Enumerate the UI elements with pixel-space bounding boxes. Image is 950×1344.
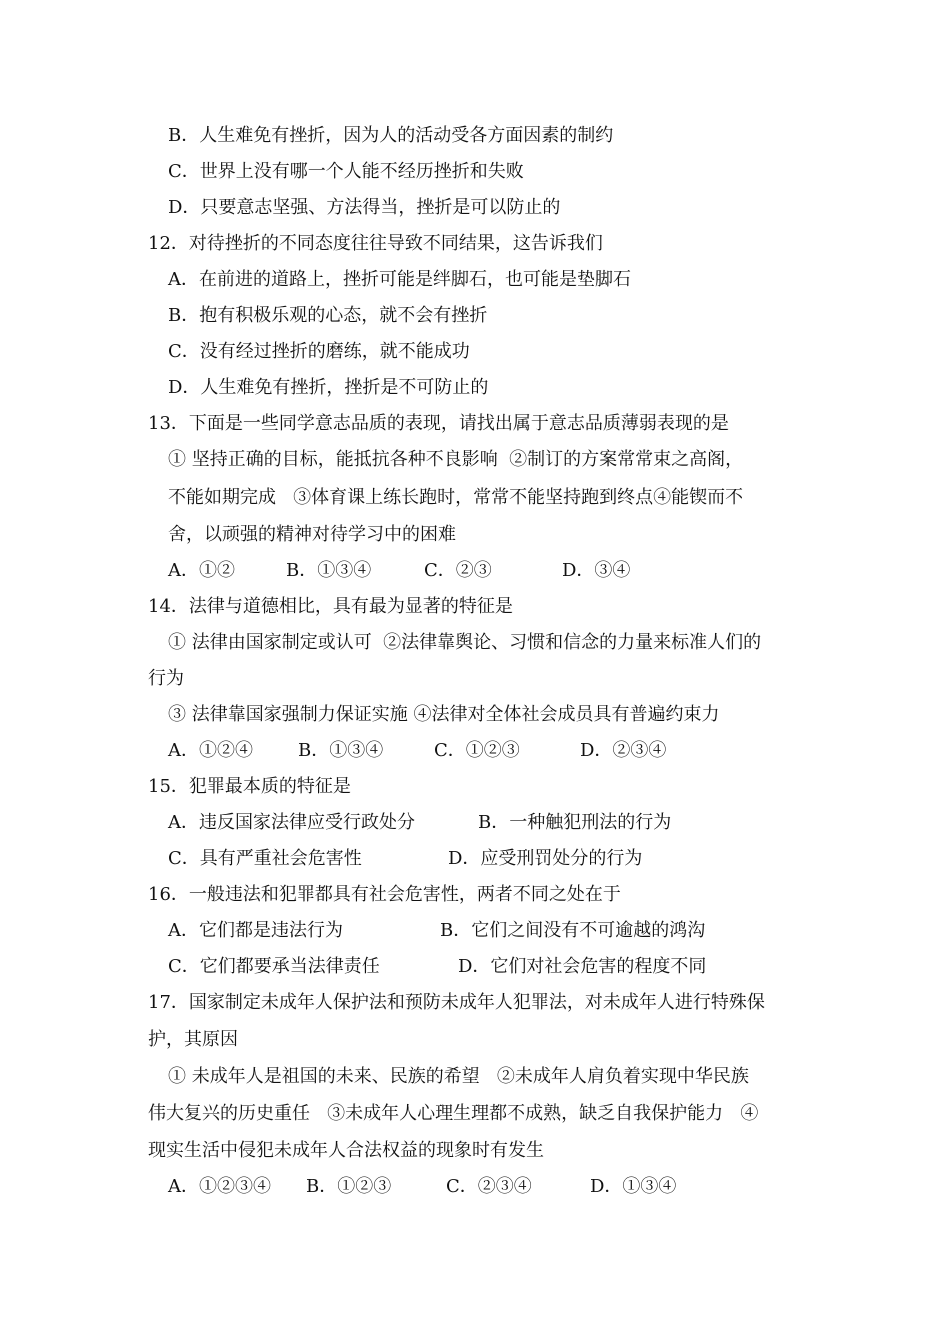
q16-option-b: B．它们之间没有不可逾越的鸿沟 [440, 920, 706, 941]
q13-stem: 13．下面是一些同学意志品质的表现，请找出属于意志品质薄弱表现的是 [148, 413, 729, 434]
q14-statement-line-1: ① 法律由国家制定或认可 ②法律靠舆论、习惯和信念的力量来标准人们的 [168, 632, 762, 653]
q17-statement-line-1: ① 未成年人是祖国的未来、民族的希望 ②未成年人肩负着实现中华民族 [168, 1066, 749, 1087]
q16-option-d: D．它们对社会危害的程度不同 [458, 956, 707, 977]
q13-option-b: B．①③④ [286, 560, 372, 581]
q16-option-c: C．它们都要承当法律责任 [168, 956, 380, 977]
q11-option-b: B．人生难免有挫折，因为人的活动受各方面因素的制约 [168, 125, 614, 146]
q17-option-b: B．①②③ [306, 1176, 392, 1197]
q14-option-b: B．①③④ [298, 740, 384, 761]
q12-option-b: B．抱有积极乐观的心态，就不会有挫折 [168, 305, 488, 326]
q12-stem: 12．对待挫折的不同态度往往导致不同结果，这告诉我们 [148, 233, 603, 254]
q15-option-a: A．违反国家法律应受行政处分 [168, 812, 415, 833]
q15-stem: 15．犯罪最本质的特征是 [148, 776, 351, 797]
q12-option-c: C．没有经过挫折的磨练，就不能成功 [168, 341, 470, 362]
q14-statement-line-3: ③ 法律靠国家强制力保证实施 ④法律对全体社会成员具有普遍约束力 [168, 704, 720, 725]
q11-option-c: C．世界上没有哪一个人能不经历挫折和失败 [168, 161, 524, 182]
q14-option-d: D．②③④ [580, 740, 667, 761]
q15-option-d: D．应受刑罚处分的行为 [448, 848, 643, 869]
q17-stem-line-1: 17．国家制定未成年人保护法和预防未成年人犯罪法，对未成年人进行特殊保 [148, 992, 765, 1013]
q14-option-a: A．①②④ [168, 740, 253, 761]
q13-option-a: A．①② [168, 560, 235, 581]
q15-option-b: B．一种触犯刑法的行为 [478, 812, 672, 833]
q15-option-c: C．具有严重社会危害性 [168, 848, 362, 869]
q14-stem: 14．法律与道德相比，具有最为显著的特征是 [148, 596, 513, 617]
q16-stem: 16．一般违法和犯罪都具有社会危害性，两者不同之处在于 [148, 884, 621, 905]
q12-option-a: A．在前进的道路上，挫折可能是绊脚石，也可能是垫脚石 [168, 269, 631, 290]
q17-statement-line-3: 现实生活中侵犯未成年人合法权益的现象时有发生 [148, 1140, 544, 1161]
q17-statement-line-2: 伟大复兴的历史重任 ③未成年人心理生理都不成熟，缺乏自我保护能力 ④ [148, 1103, 759, 1124]
q12-option-d: D．人生难免有挫折，挫折是不可防止的 [168, 377, 489, 398]
q17-stem-line-2: 护，其原因 [148, 1029, 238, 1050]
q14-option-c: C．①②③ [434, 740, 520, 761]
q17-option-d: D．①③④ [590, 1176, 677, 1197]
q13-option-d: D．③④ [562, 560, 631, 581]
q14-statement-line-2: 行为 [148, 668, 184, 689]
q13-option-c: C．②③ [424, 560, 492, 581]
q17-option-c: C．②③④ [446, 1176, 532, 1197]
q16-option-a: A．它们都是违法行为 [168, 920, 343, 941]
q11-option-d: D．只要意志坚强、方法得当，挫折是可以防止的 [168, 197, 561, 218]
q13-statement-line-1: ① 坚持正确的目标，能抵抗各种不良影响 ②制订的方案常常束之高阁， [168, 449, 744, 470]
q13-statement-line-3: 舍，以顽强的精神对待学习中的困难 [168, 524, 456, 545]
q13-statement-line-2: 不能如期完成 ③体育课上练长跑时，常常不能坚持跑到终点④能锲而不 [168, 487, 744, 508]
q17-option-a: A．①②③④ [168, 1176, 271, 1197]
